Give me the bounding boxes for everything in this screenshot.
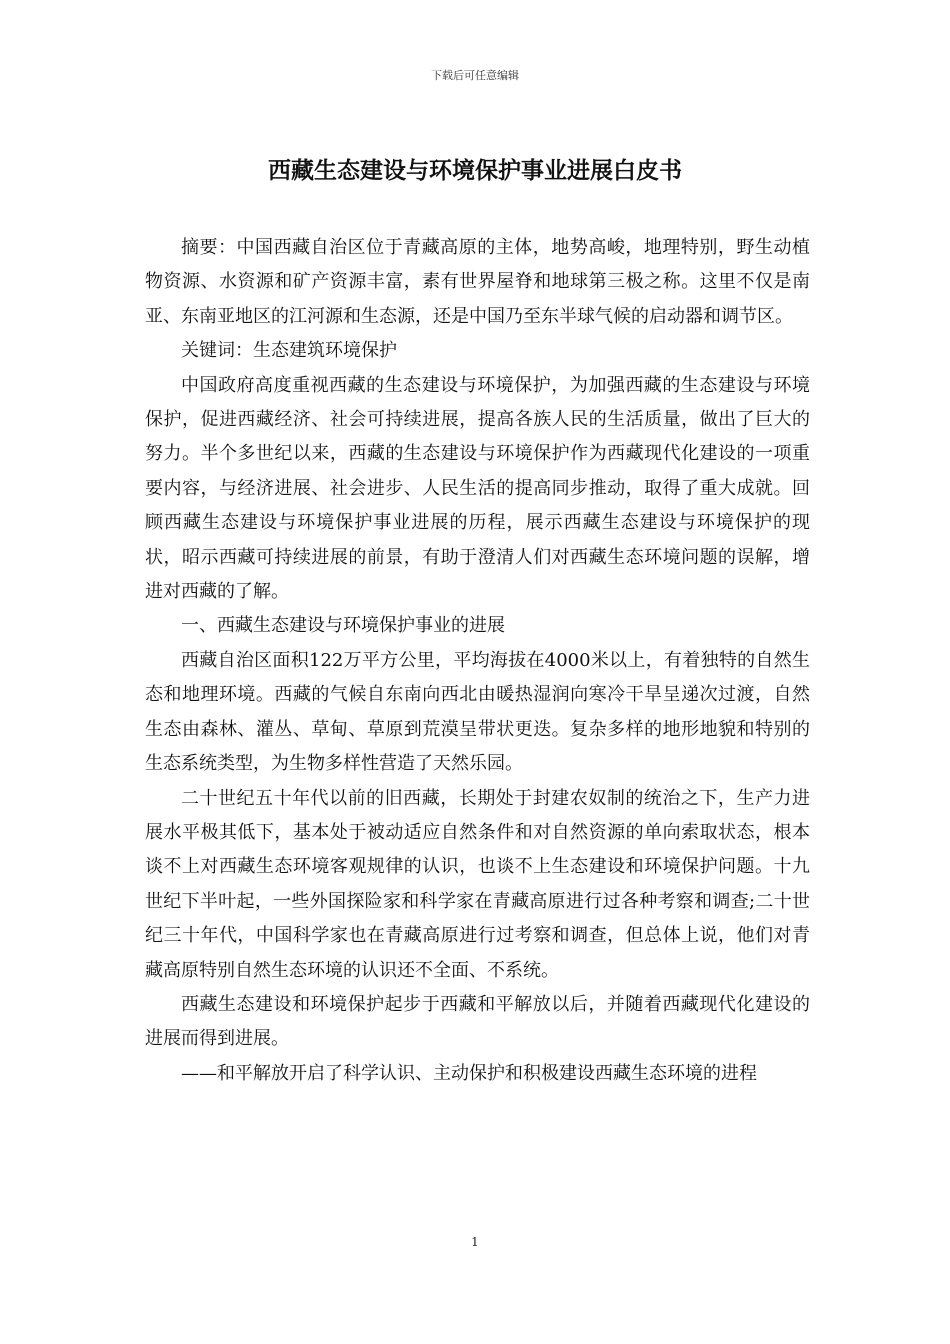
section-heading: 一、西藏生态建设与环境保护事业的进展 <box>181 615 505 637</box>
body-paragraph: 二十世纪五十年代以前的旧西藏，长期处于封建农奴制的统治之下，生产力进展水平极其低下，基本处于被动适应自然条件和对自然资源的单向索取状态，根本谈不上对西藏生态环境客观规律的认识，也谈不上生态建设和环境保护问题。十九世纪下半叶起，一些外国探险家和科学家在青藏高原进行过各种考察和调查;二十世纪三十年代，中国科学家也在青藏高原进行过考察和调查，但总体上说，他们对青藏高原特别自然生态环境的认识还不全面、不系统。 <box>145 787 810 981</box>
intro-paragraph: 中国政府高度重视西藏的生态建设与环境保护，为加强西藏的生态建设与环境保护，促进西藏经济、社会可持续进展，提高各族人民的生活质量，做出了巨大的努力。半个多世纪以来，西藏的生态建设与环境保护作为西藏现代化建设的一项重要内容，与经济进展、社会进步、人民生活的提高同步推动，取得了重大成就。回顾西藏生态建设与环境保护事业进展的历程，展示西藏生态建设与环境保护的现状，昭示西藏可持续进展的前景，有助于澄清人们对西藏生态环境问题的误解，增进对西藏的了解。 <box>145 374 810 603</box>
body-paragraph: 西藏自治区面积122万平方公里，平均海拔在4000米以上，有着独特的自然生态和地理环境。西藏的气候自东南向西北由暖热湿润向寒冷干旱呈递次过渡，自然生态由森林、灌丛、草甸、草原到荒漠呈带状更迭。复杂多样的地形地貌和特别的生态系统类型，为生物多样性营造了天然乐园。 <box>145 649 810 775</box>
page-number: 1 <box>471 1235 479 1249</box>
keywords-paragraph: 关键词：生态建筑环境保护 <box>181 340 397 362</box>
body-paragraph: 西藏生态建设和环境保护起步于西藏和平解放以后，并随着西藏现代化建设的进展而得到进展。 <box>145 993 810 1050</box>
document-body <box>145 231 810 1091</box>
document-title: 西藏生态建设与环境保护事业进展白皮书 <box>268 158 682 184</box>
header-note: 下载后可任意编辑 <box>431 69 519 82</box>
abstract-paragraph: 摘要：中国西藏自治区位于青藏高原的主体，地势高峻，地理特别，野生动植物资源、水资源和矿产资源丰富，素有世界屋脊和地球第三极之称。这里不仅是南亚、东南亚地区的江河源和生态源，还是中国乃至东半球气候的启动器和调节区。 <box>145 237 810 327</box>
body-paragraph: ——和平解放开启了科学认识、主动保护和积极建设西藏生态环境的进程 <box>181 1062 757 1084</box>
